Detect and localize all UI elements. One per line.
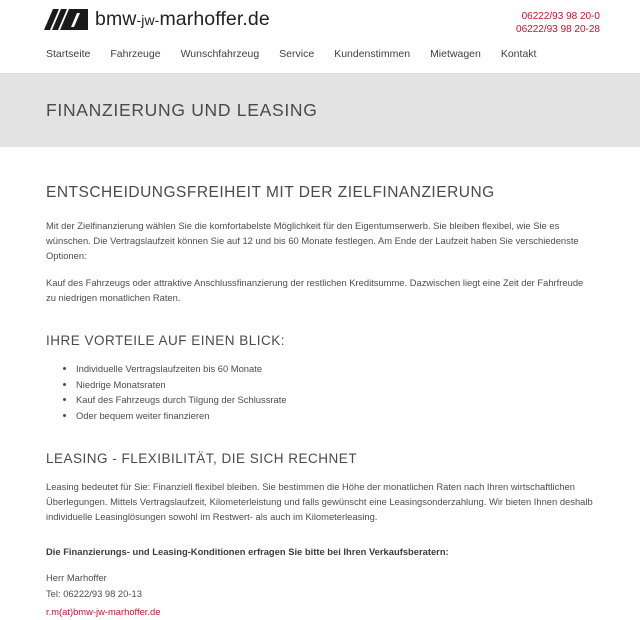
contact-email-link[interactable]: r.m(at)bmw-jw-marhoffer.de xyxy=(46,606,161,617)
section-vorteile xyxy=(46,333,594,423)
section-leasing-paragraph-1: Leasing bedeutet für Sie: Finanziell flexibel bleiben. Sie bestimmen die Höhe der monatlichen Raten nach Ihren wirtschaftlichen Überlegungen. Mittels Vertragslaufzeit, Kilometerleistung und falls gewünscht eine Leasingsonderzahlung. Wir bieten Ihnen deshalb individuelle Leasinglösungen sowohl im Restwert- als auch im Kilometerleasing. xyxy=(46,481,593,522)
section-zielfinanzierung-paragraph-2: Kauf des Fahrzeugs oder attraktive Anschlussfinanzierung der restlichen Kreditsumme. Dazwischen liegt eine Zeit der Fahrfreude zu niedrigen monatlichen Raten. xyxy=(46,277,584,303)
header-phone-numbers xyxy=(516,9,600,36)
contact-person-name: Herr Marhoffer xyxy=(46,572,107,583)
phone-number-2[interactable]: 06222/93 98 20-28 xyxy=(516,24,600,35)
section-zielfinanzierung-paragraph-1: Mit der Zielfinanzierung wählen Sie die komfortabelste Möglichkeit für den Eigentumserwerb. Sie bleiben flexibel, wie Sie es wünschen. Die Vertragslaufzeit können Sie auf 12 und bis 60 Monate festlegen. Am Ende der Laufzeit haben Sie verschiedenste Optionen: xyxy=(46,220,579,261)
nav-item-wunschfahrzeug[interactable]: Wunschfahrzeug xyxy=(180,48,260,60)
brand-main-text: bmw xyxy=(95,7,137,30)
nav-item-mietwagen[interactable]: Mietwagen xyxy=(430,48,481,60)
header-top-row xyxy=(0,0,640,36)
hero-banner xyxy=(0,73,640,147)
section-zielfinanzierung xyxy=(46,184,594,305)
nav-item-kundenstimmen[interactable]: Kundenstimmen xyxy=(334,48,411,60)
section-zielfinanzierung-heading: ENTSCHEIDUNGSFREIHEIT MIT DER ZIELFINANZIERUNG xyxy=(46,184,495,201)
main-content xyxy=(0,147,640,620)
nav-item-service[interactable]: Service xyxy=(279,48,315,60)
brand-wordmark xyxy=(95,7,270,30)
list-item: • Oder bequem weiter finanzieren xyxy=(76,408,594,424)
bmw-m-stripes-logo-icon xyxy=(44,9,88,30)
contact-phone: Tel: 06222/93 98 20-13 xyxy=(46,588,142,599)
main-navigation xyxy=(0,36,640,73)
list-item: • Kauf des Fahrzeugs durch Tilgung der Schlussrate xyxy=(76,392,594,408)
nav-item-startseite[interactable]: Startseite xyxy=(46,48,91,60)
section-leasing-heading: LEASING - FLEXIBILITÄT, DIE SICH RECHNET xyxy=(46,451,358,466)
nav-item-fahrzeuge[interactable]: Fahrzeuge xyxy=(110,48,161,60)
benefits-list xyxy=(46,361,594,423)
brand-logo[interactable] xyxy=(44,9,270,30)
section-leasing xyxy=(46,451,594,524)
list-item: • Niedrige Monatsraten xyxy=(76,377,594,393)
phone-number-1[interactable]: 06222/93 98 20-0 xyxy=(521,11,600,22)
contact-lead-text: Die Finanzierungs- und Leasing-Konditionen erfragen Sie bitte bei Ihren Verkaufsberatern: xyxy=(46,546,449,557)
section-contact xyxy=(46,544,594,620)
brand-sub-text: -jw- xyxy=(136,11,160,28)
page-title: FINANZIERUNG UND LEASING xyxy=(46,100,318,120)
site-header xyxy=(0,0,640,73)
brand-tail-text: marhoffer.de xyxy=(159,7,270,30)
section-vorteile-heading: IHRE VORTEILE AUF EINEN BLICK: xyxy=(46,333,286,348)
nav-item-kontakt[interactable]: Kontakt xyxy=(500,48,537,60)
list-item: • Individuelle Vertragslaufzeiten bis 60 Monate xyxy=(76,361,594,377)
